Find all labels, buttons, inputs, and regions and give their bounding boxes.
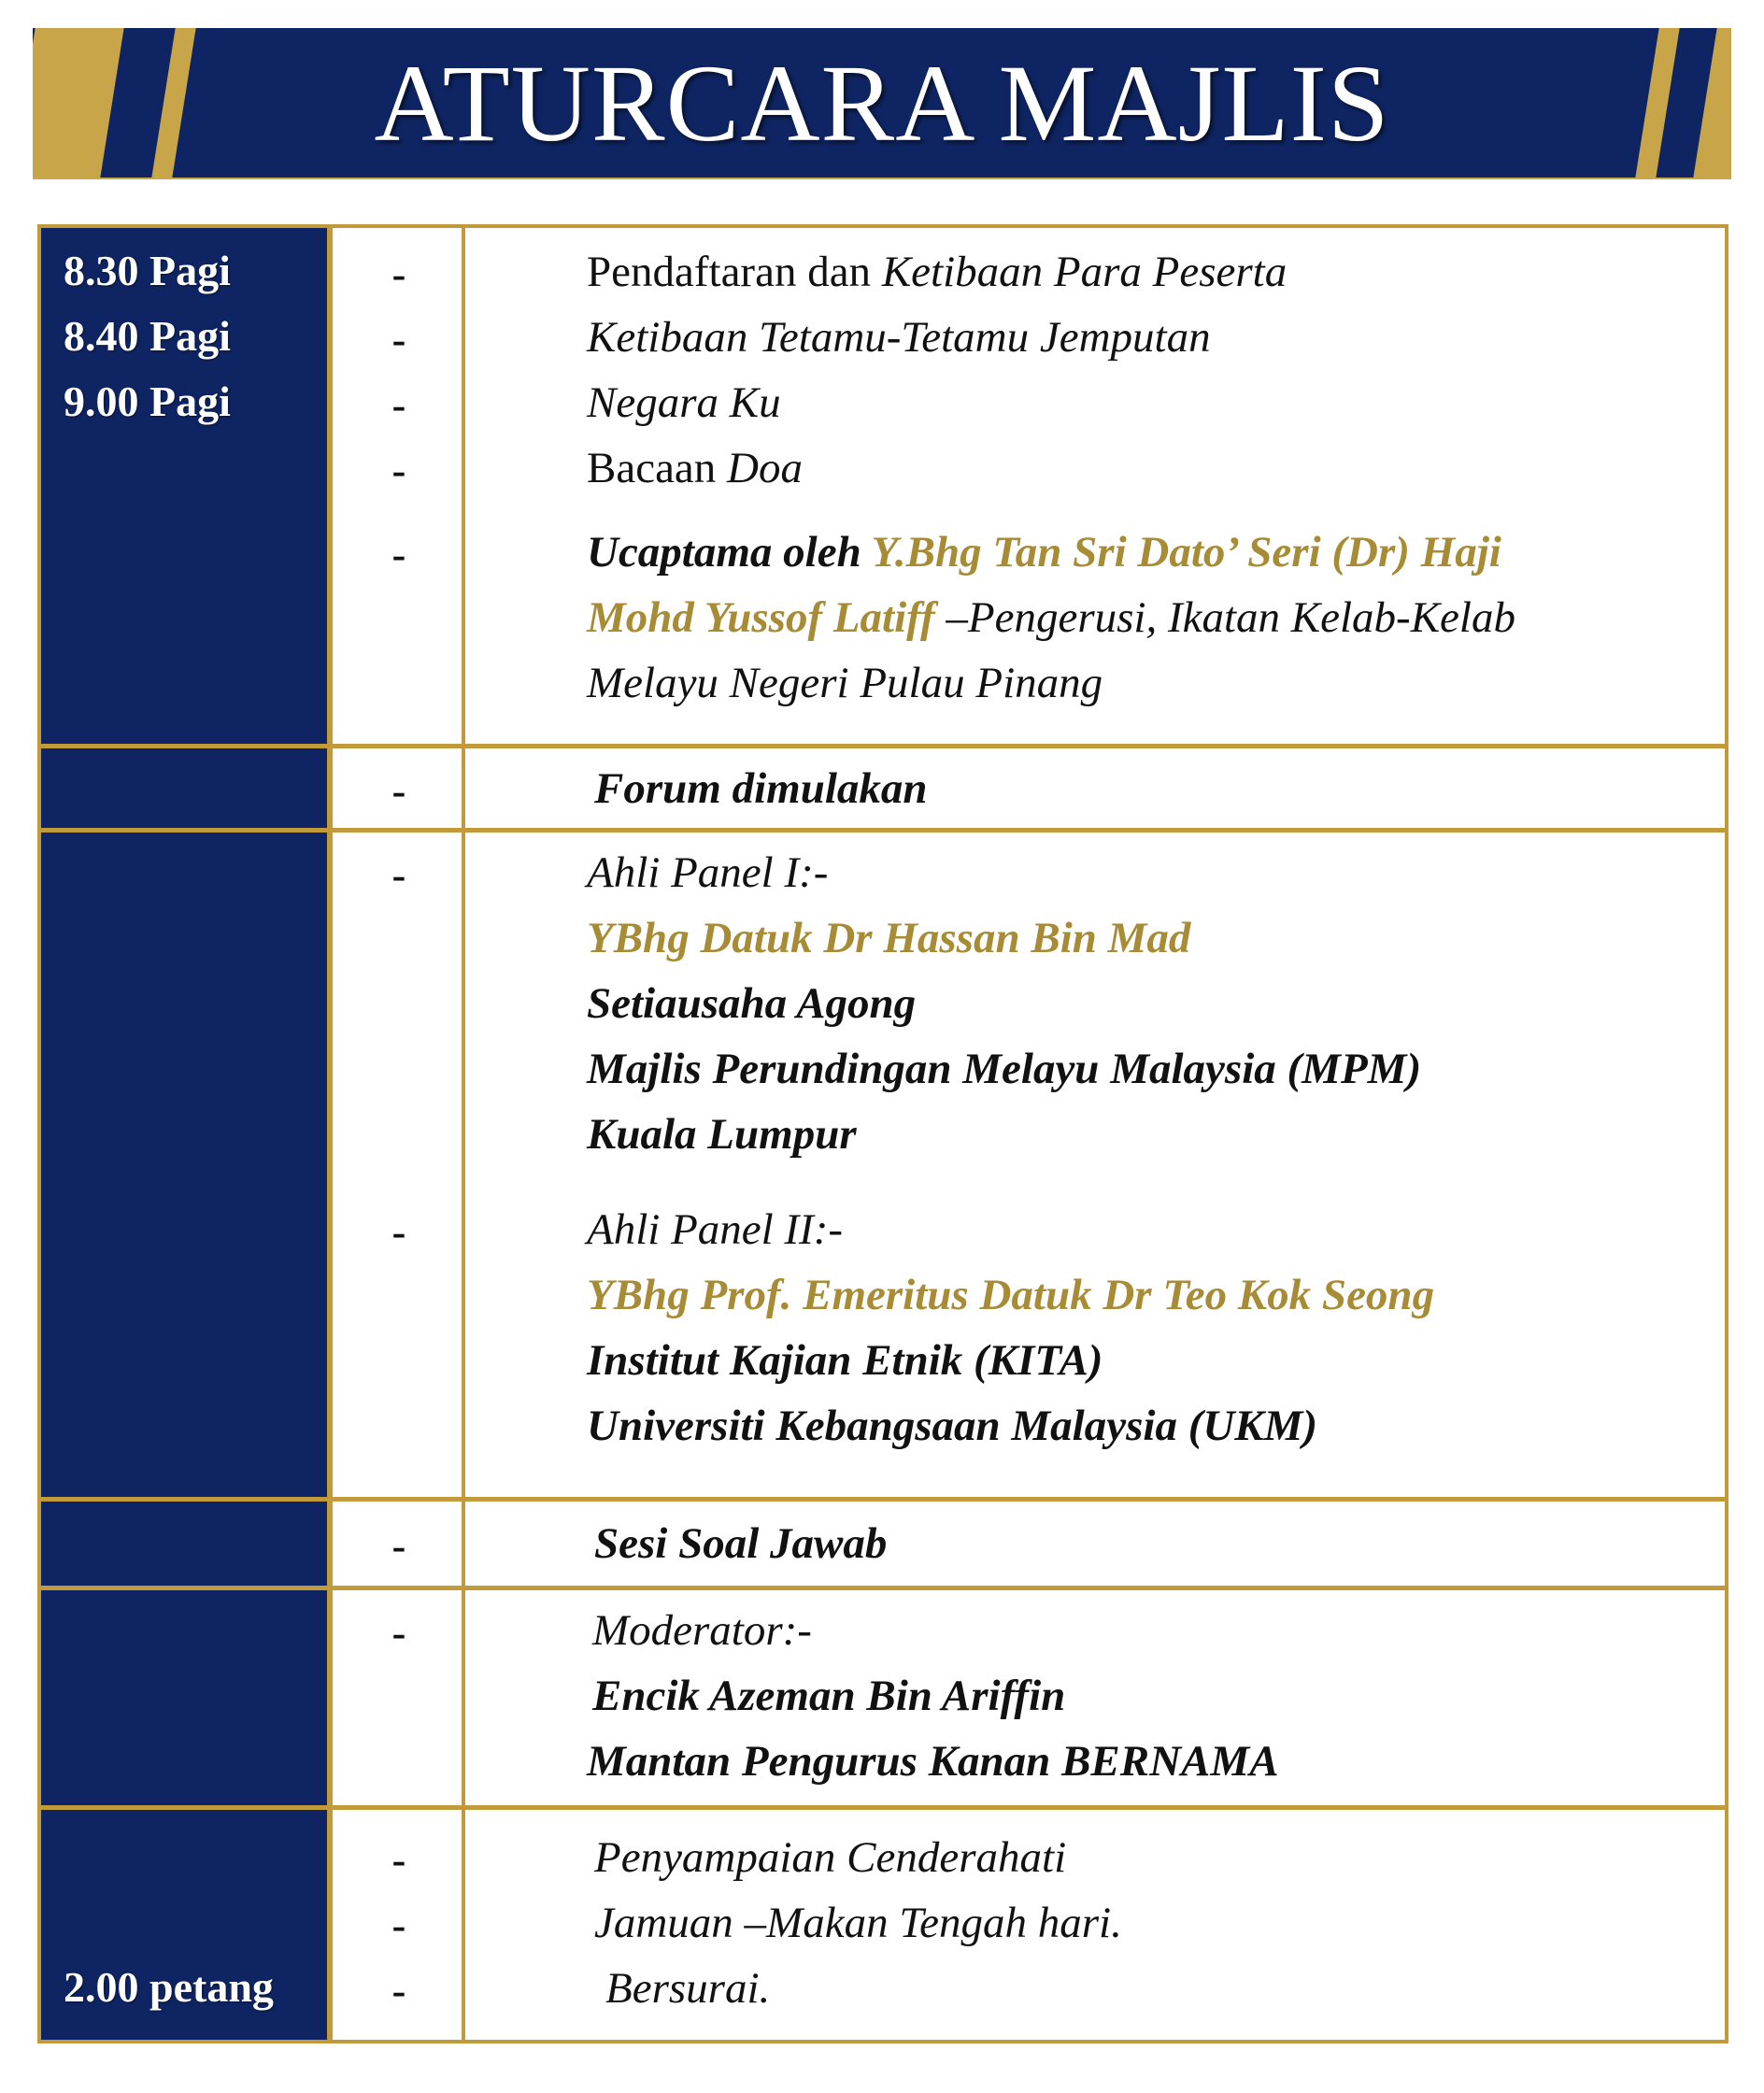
agenda-text: Bacaan [587, 444, 728, 492]
dash: - [391, 1523, 406, 1569]
keynote-line [587, 529, 1501, 576]
dash-cell [333, 833, 465, 1497]
agenda-text: Pendaftaran dan [587, 248, 882, 296]
dash-cell [333, 228, 465, 744]
keynote-role: –Pengerusi, Ikatan Kelab-Kelab [934, 593, 1515, 642]
dash: - [391, 1902, 406, 1948]
content-cell [465, 1502, 1725, 1586]
keynote-line: Melayu Negeri Pulau Pinang [587, 659, 1103, 707]
time-label: 8.40 Pagi [64, 312, 231, 360]
time-cell [41, 228, 333, 744]
schedule-row-closing [41, 1805, 1725, 2040]
keynote-speaker: Y.Bhg Tan Sri Dato’ Seri (Dr) Haji [871, 528, 1501, 577]
dash: - [391, 852, 406, 898]
time-cell [41, 833, 333, 1497]
time-label: 2.00 petang [64, 1963, 274, 2011]
time-cell [41, 748, 333, 828]
schedule-row-qa [41, 1497, 1725, 1586]
title-banner [33, 28, 1731, 178]
agenda-item: Negara Ku [587, 378, 781, 427]
agenda-item: Ketibaan Tetamu-Tetamu Jemputan [587, 313, 1211, 362]
schedule-table [37, 224, 1728, 2043]
dash: - [391, 532, 406, 577]
panel-heading: Ahli Panel I:- [587, 848, 829, 897]
agenda-item: Sesi Soal Jawab [594, 1519, 888, 1568]
dash: - [391, 251, 406, 297]
panelist-role: Kuala Lumpur [587, 1110, 857, 1159]
panelist-name: YBhg Prof. Emeritus Datuk Dr Teo Kok Seong [587, 1271, 1435, 1319]
dash: - [391, 448, 406, 493]
dash: - [391, 317, 406, 363]
agenda-item: Jamuan –Makan Tengah hari. [594, 1899, 1122, 1947]
dash-cell [333, 1502, 465, 1586]
time-cell [41, 1590, 333, 1805]
schedule-row-panel [41, 828, 1725, 1497]
dash: - [391, 1209, 406, 1255]
schedule-row-opening [41, 228, 1725, 744]
dash-cell [333, 1810, 465, 2040]
page-title: ATURCARA MAJLIS [374, 42, 1390, 164]
dash: - [391, 1610, 406, 1656]
keynote-line [587, 594, 1515, 641]
time-label: 8.30 Pagi [64, 247, 231, 294]
panelist-role: Institut Kajian Etnik (KITA) [587, 1336, 1103, 1385]
agenda-item: Penyampaian Cenderahati [594, 1833, 1067, 1882]
agenda-text: Ketibaan Para Peserta [881, 248, 1287, 296]
moderator-name: Encik Azeman Bin Ariffin [592, 1672, 1066, 1720]
keynote-label: Ucaptama oleh [587, 528, 872, 577]
dash: - [391, 1968, 406, 2014]
dash: - [391, 1837, 406, 1883]
content-cell [465, 833, 1725, 1497]
agenda-item: Forum dimulakan [594, 764, 928, 813]
schedule-row-forum [41, 744, 1725, 828]
content-cell [465, 228, 1725, 744]
agenda-item [587, 249, 1287, 295]
content-cell [465, 1810, 1725, 2040]
time-cell [41, 1810, 333, 2040]
content-cell [465, 1590, 1725, 1805]
time-label: 9.00 Pagi [64, 377, 231, 425]
panelist-role: Majlis Perundingan Melayu Malaysia (MPM) [587, 1045, 1422, 1093]
content-cell [465, 748, 1725, 828]
dash: - [391, 768, 406, 814]
dash: - [391, 382, 406, 428]
moderator-role: Mantan Pengurus Kanan BERNAMA [587, 1737, 1279, 1786]
dash-cell [333, 748, 465, 828]
panelist-role: Universiti Kebangsaan Malaysia (UKM) [587, 1402, 1318, 1450]
schedule-row-moderator [41, 1586, 1725, 1805]
panelist-role: Setiausaha Agong [587, 979, 917, 1028]
panel-heading: Ahli Panel II:- [587, 1205, 844, 1254]
panelist-name: YBhg Datuk Dr Hassan Bin Mad [587, 914, 1191, 962]
agenda-text: Doa [727, 444, 803, 492]
moderator-heading: Moderator:- [592, 1606, 812, 1655]
dash-cell [333, 1590, 465, 1805]
keynote-speaker: Mohd Yussof Latiff [587, 593, 935, 642]
agenda-item: Bersurai. [605, 1964, 771, 2013]
time-cell [41, 1502, 333, 1586]
agenda-item [587, 445, 803, 491]
